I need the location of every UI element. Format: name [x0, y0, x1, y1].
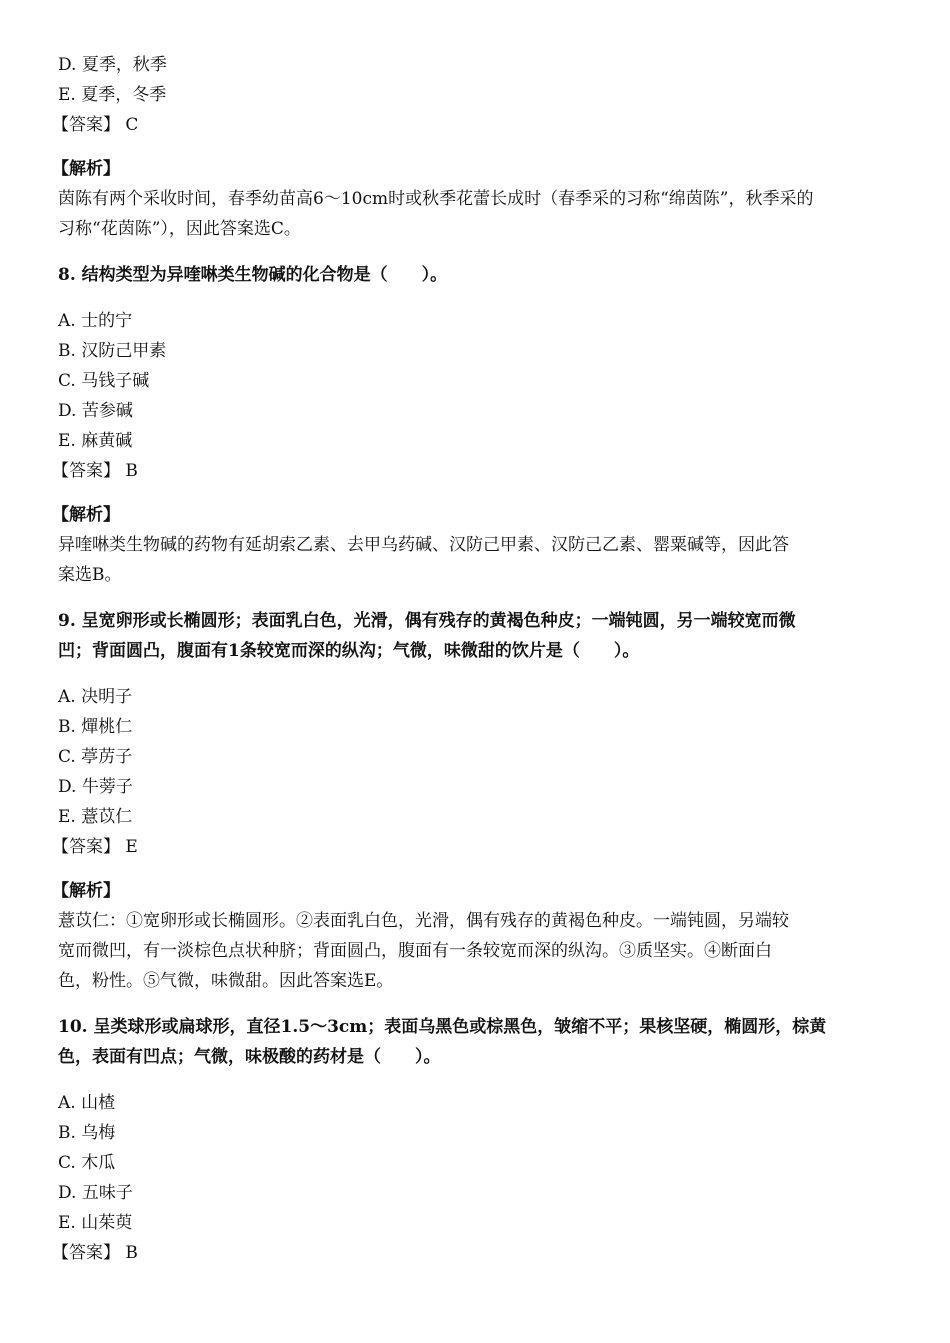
- option-e: E. 山茱萸: [58, 1213, 133, 1233]
- option-a: A. 士的宁: [58, 311, 133, 331]
- option-d: D. 苦参碱: [58, 401, 133, 421]
- prev-question-block: [52, 50, 892, 244]
- option-b: B. 乌梅: [58, 1123, 116, 1143]
- option-e: E. 麻黄碱: [58, 431, 133, 451]
- option-d: D. 牛蒡子: [58, 777, 133, 797]
- analysis-line: 异喹啉类生物碱的药物有延胡索乙素、去甲乌药碱、汉防己甲素、汉防己乙素、罂粟碱等，因此答: [58, 535, 789, 555]
- question-stem: 9. 呈宽卵形或长椭圆形；表面乳白色，光滑，偶有残存的黄褐色种皮；一端钝圆，另一端较宽而微: [58, 611, 796, 631]
- option-a: A. 决明子: [58, 687, 133, 707]
- option-c: C. 葶苈子: [58, 747, 133, 767]
- answer-label: 【答案】 C: [52, 115, 139, 135]
- question-9-block: [52, 606, 892, 996]
- analysis-title: 【解析】: [52, 159, 120, 179]
- analysis-title: 【解析】: [52, 881, 120, 901]
- analysis-line: 宽而微凹，有一淡棕色点状种脐；背面圆凸，腹面有一条较宽而深的纵沟。③质坚实。④断面白: [58, 941, 772, 961]
- option-c: C. 木瓜: [58, 1153, 116, 1173]
- option-e: E. 薏苡仁: [58, 807, 133, 827]
- question-stem: 凹；背面圆凸，腹面有1条较宽而深的纵沟；气微，味微甜的饮片是（ ）。: [58, 641, 640, 661]
- question-stem: 8. 结构类型为异喹啉类生物碱的化合物是（ ）。: [58, 265, 448, 285]
- question-10-block: [52, 1012, 892, 1268]
- answer-label: 【答案】 B: [52, 461, 138, 481]
- question-8-block: [52, 260, 892, 590]
- option-d: D. 五味子: [58, 1183, 133, 1203]
- analysis-line: 色，粉性。⑤气微，味微甜。因此答案选E。: [58, 971, 394, 991]
- analysis-title: 【解析】: [52, 505, 120, 525]
- option-b: B. 汉防己甲素: [58, 341, 167, 361]
- question-stem: 10. 呈类球形或扁球形，直径1.5～3cm；表面乌黑色或棕黑色，皱缩不平；果核坚硬，椭圆形，棕黄: [58, 1017, 827, 1037]
- option-d: D. 夏季，秋季: [58, 55, 167, 75]
- option-c: C. 马钱子碱: [58, 371, 150, 391]
- option-b: B. 燀桃仁: [58, 717, 133, 737]
- answer-label: 【答案】 E: [52, 837, 138, 857]
- analysis-line: 案选B。: [58, 565, 122, 585]
- analysis-line: 薏苡仁：①宽卵形或长椭圆形。②表面乳白色，光滑，偶有残存的黄褐色种皮。一端钝圆，另端较: [58, 911, 789, 931]
- analysis-line: 习称“花茵陈”），因此答案选C。: [58, 219, 301, 239]
- question-stem: 色，表面有凹点；气微，味极酸的药材是（ ）。: [58, 1047, 441, 1067]
- answer-label: 【答案】 B: [52, 1243, 138, 1263]
- analysis-line: 茵陈有两个采收时间，春季幼苗高6～10cm时或秋季花蕾长成时（春季采的习称“绵茵陈”，秋季采的: [58, 189, 814, 209]
- option-e: E. 夏季，冬季: [58, 85, 167, 105]
- option-a: A. 山楂: [58, 1093, 116, 1113]
